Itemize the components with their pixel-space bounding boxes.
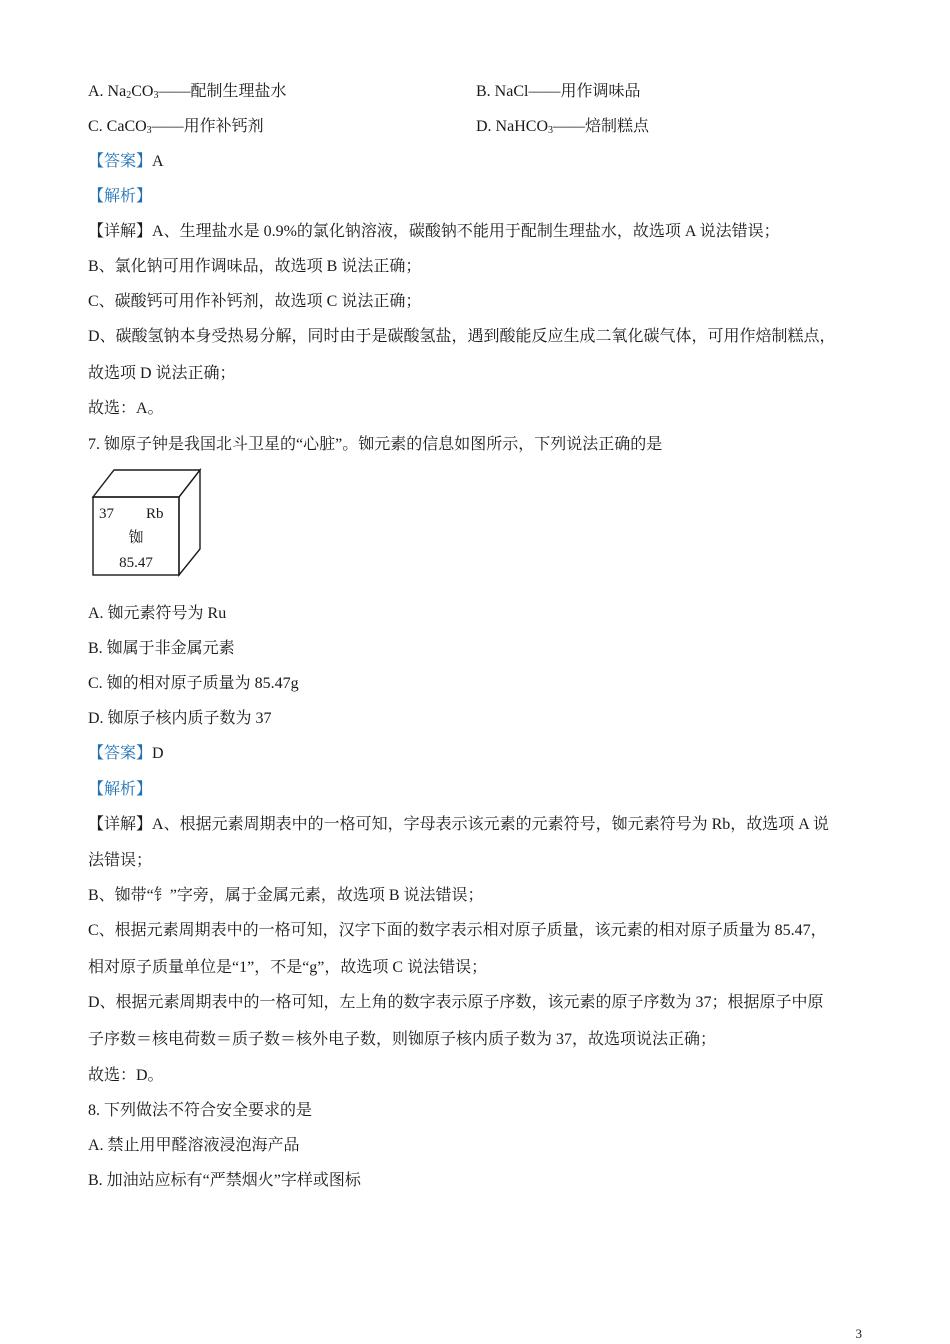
q6-option-a: A. $Na_2CO_3——$配制生理盐水 [88,83,287,101]
q7-detail-line1: 【详解】A、根据元素周期表中的一格可知，字母表示该元素的元素符号，铷元素符号为 Rb，故选项 A 说 [88,816,829,833]
q6-analysis-tag: 【解析】 [88,188,153,205]
q6-detail-line3: C、碳酸钙可用作补钙剂，故选项 C 说法正确； [88,293,422,310]
q6-detail-line1: 【详解】A、生理盐水是 0.9%的氯化钠溶液，碳酸钠不能用于配制生理盐水，故选项 A 说法错误； [88,223,780,240]
q7-analysis-tag: 【解析】 [88,781,153,798]
page-number: 3 [855,1326,862,1341]
q7-option-d: D. 铷原子核内质子数为 37 [88,710,272,727]
q8-option-b: B. 加油站应标有“严禁烟火”字样或图标 [88,1172,361,1189]
element-name: 铷 [128,528,144,546]
q6-detail-line5: 故选项 D 说法正确； [88,365,236,382]
element-atomic-number: 37 [99,506,114,522]
answer-value: D [152,745,164,762]
cube-side-face [179,470,200,575]
q7-option-c: C. 铷的相对原子质量为 85.47g [88,675,299,692]
q6-detail-line4: D、碳酸氢钠本身受热易分解，同时由于是碳酸氢盐，遇到酸能反应生成二氧化碳气体，可用作焙制糕点， [88,328,836,345]
q6-option-c: C. CaCO$_3$——用作补钙剂 [88,118,264,136]
q6-answer [88,152,164,172]
q7-detail-line4: C、根据元素周期表中的一格可知，汉字下面的数字表示相对原子质量，该元素的相对原子质量为 85.47， [88,922,827,939]
answer-tag: 【答案】 [88,153,153,170]
q7-answer [88,744,164,764]
q8-question: 8. 下列做法不符合安全要求的是 [88,1102,313,1119]
q7-detail-line3: B、铷带“钅”字旁，属于金属元素，故选项 B 说法错误； [88,887,484,904]
q8-option-a: A. 禁止用甲醛溶液浸泡海产品 [88,1137,300,1154]
q7-conclusion: 故选：D。 [88,1067,164,1084]
element-mass: 85.47 [119,555,153,571]
q7-option-a: A. 铷元素符号为 Ru [88,605,227,622]
q6-option-b: B. NaCl——用作调味品 [476,83,641,100]
answer-value: A [152,153,164,170]
answer-tag: 【答案】 [88,745,153,762]
q7-detail-line2: 法错误； [88,852,153,869]
q6-detail-line2: B、氯化钠可用作调味品，故选项 B 说法正确； [88,258,422,275]
q7-option-b: B. 铷属于非金属元素 [88,640,235,657]
q7-detail-line7: 子序数＝核电荷数＝质子数＝核外电子数，则铷原子核内质子数为 37，故选项说法正确； [88,1031,717,1048]
q7-detail-line5: 相对原子质量单位是“1”，不是“g”，故选项 C 说法错误； [88,959,488,976]
element-card-figure [90,467,202,577]
q7-question: 7. 铷原子钟是我国北斗卫星的“心脏”。铷元素的信息如图所示，下列说法正确的是 [88,436,663,453]
q6-option-d: D. NaHCO$_3$——焙制糕点 [476,118,650,136]
q6-conclusion: 故选：A。 [88,400,164,417]
cube-top-face [93,470,200,497]
q7-detail-line6: D、根据元素周期表中的一格可知，左上角的数字表示原子序数，该元素的原子序数为 37；根据原子中原 [88,994,824,1011]
element-symbol: Rb [146,506,164,522]
